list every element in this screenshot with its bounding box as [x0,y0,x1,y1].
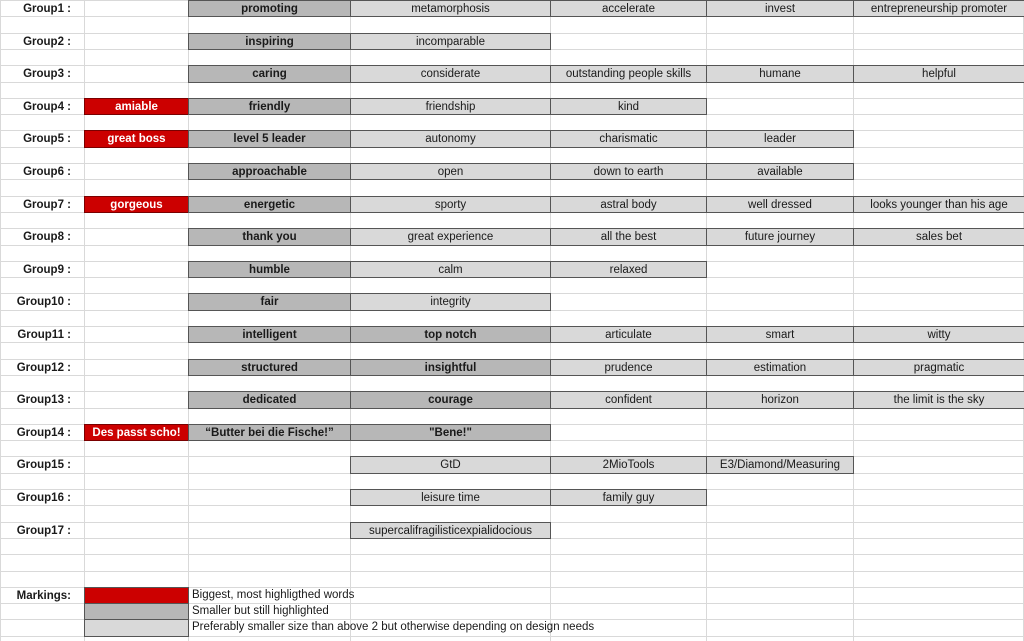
word-cell[interactable]: leader [706,130,854,148]
word-cell[interactable]: kind [550,98,707,115]
highlighted-word-cell[interactable]: energetic [188,196,351,213]
highlighted-word-cell[interactable]: fair [188,293,351,311]
word-cell[interactable]: future journey [706,228,854,246]
highlighted-word-cell[interactable]: structured [188,359,351,376]
gridline-col [350,0,351,641]
gridline-row [0,554,1024,555]
group-label: Group5 : [23,133,71,145]
word-cell[interactable]: witty [853,326,1024,343]
word-cell[interactable]: great experience [350,228,551,246]
word-cell[interactable]: astral body [550,196,707,213]
word-cell[interactable]: sporty [350,196,551,213]
group-label: Group9 : [23,263,71,276]
word-cell[interactable]: open [350,163,551,180]
red-highlight-word[interactable]: amiable [84,98,189,115]
red-highlight-word[interactable]: great boss [84,130,189,148]
word-cell[interactable]: looks younger than his age [853,196,1024,213]
group-label: Group3 : [23,68,71,80]
word-cell[interactable]: pragmatic [853,359,1024,376]
word-cell[interactable]: confident [550,391,707,409]
group-label: Group6 : [23,165,71,178]
word-cell[interactable]: smart [706,326,854,343]
word-cell[interactable]: humane [706,65,854,83]
highlighted-word-cell[interactable]: inspiring [188,33,351,50]
highlighted-word-cell[interactable]: insightful [350,359,551,376]
group-label: Group13 : [16,394,71,406]
highlighted-word-cell[interactable]: promoting [188,0,351,17]
highlighted-word-cell[interactable]: “Butter bei die Fische!” [188,424,351,441]
word-cell[interactable]: estimation [706,359,854,376]
legend-text: Smaller but still highlighted [192,605,329,617]
legend-title: Markings: [16,589,71,602]
red-highlight-word[interactable]: Des passt scho! [84,424,189,441]
word-cell[interactable]: entrepreneurship promoter [853,0,1024,17]
word-cell[interactable]: friendship [350,98,551,115]
word-cell[interactable]: horizon [706,391,854,409]
legend-text: Biggest, most highligthed words [192,589,355,601]
highlighted-word-cell[interactable]: caring [188,65,351,83]
group-label: Group15 : [16,459,71,471]
word-cell[interactable]: relaxed [550,261,707,278]
highlighted-word-cell[interactable]: dedicated [188,391,351,409]
word-cell[interactable]: available [706,163,854,180]
word-cell[interactable]: calm [350,261,551,278]
gridline-col [706,0,707,641]
word-cell[interactable]: prudence [550,359,707,376]
gridline-col [84,0,85,641]
group-label: Group8 : [23,231,71,243]
highlighted-word-cell[interactable]: courage [350,391,551,409]
group-label: Group2 : [23,35,71,48]
group-label: Group16 : [16,491,71,504]
legend-swatch-dark [84,603,189,620]
gridline-col [853,0,854,641]
gridline-col [188,0,189,641]
word-cell[interactable]: all the best [550,228,707,246]
gridline-col [0,0,1,641]
word-cell[interactable]: considerate [350,65,551,83]
group-label: Group4 : [23,100,71,113]
group-label: Group12 : [16,361,71,374]
word-cell[interactable]: outstanding people skills [550,65,707,83]
word-cell[interactable]: accelerate [550,0,707,17]
group-label: Group1 : [23,2,71,15]
group-label: Group11 : [17,328,71,341]
word-cell[interactable]: E3/Diamond/Measuring [706,456,854,474]
group-label: Group10 : [16,296,71,308]
gridline-row [0,571,1024,572]
red-highlight-word[interactable]: gorgeous [84,196,189,213]
highlighted-word-cell[interactable]: level 5 leader [188,130,351,148]
highlighted-word-cell[interactable]: thank you [188,228,351,246]
highlighted-word-cell[interactable]: top notch [350,326,551,343]
word-cell[interactable]: the limit is the sky [853,391,1024,409]
highlighted-word-cell[interactable]: intelligent [188,326,351,343]
word-cell[interactable]: metamorphosis [350,0,551,17]
legend-swatch-light [84,619,189,637]
word-cell[interactable]: leisure time [350,489,551,506]
word-cell[interactable]: articulate [550,326,707,343]
word-cell[interactable]: well dressed [706,196,854,213]
highlighted-word-cell[interactable]: humble [188,261,351,278]
legend-swatch-red [84,587,189,604]
legend-text: Preferably smaller size than above 2 but otherwise depending on design needs [192,621,595,633]
word-cell[interactable]: autonomy [350,130,551,148]
word-cell[interactable]: integrity [350,293,551,311]
group-label: Group17 : [16,524,71,537]
word-cell[interactable]: 2MioTools [550,456,707,474]
group-label: Group7 : [23,198,71,211]
word-cell[interactable]: incomparable [350,33,551,50]
word-cell[interactable]: family guy [550,489,707,506]
word-cell[interactable]: charismatic [550,130,707,148]
word-cell[interactable]: down to earth [550,163,707,180]
word-cell[interactable]: supercalifragilisticexpialidocious [350,522,551,539]
gridline-col [550,0,551,641]
word-cell[interactable]: helpful [853,65,1024,83]
highlighted-word-cell[interactable]: "Bene!" [350,424,551,441]
highlighted-word-cell[interactable]: friendly [188,98,351,115]
group-label: Group14 : [16,426,71,439]
word-cell[interactable]: invest [706,0,854,17]
word-cell[interactable]: sales bet [853,228,1024,246]
highlighted-word-cell[interactable]: approachable [188,163,351,180]
word-cell[interactable]: GtD [350,456,551,474]
